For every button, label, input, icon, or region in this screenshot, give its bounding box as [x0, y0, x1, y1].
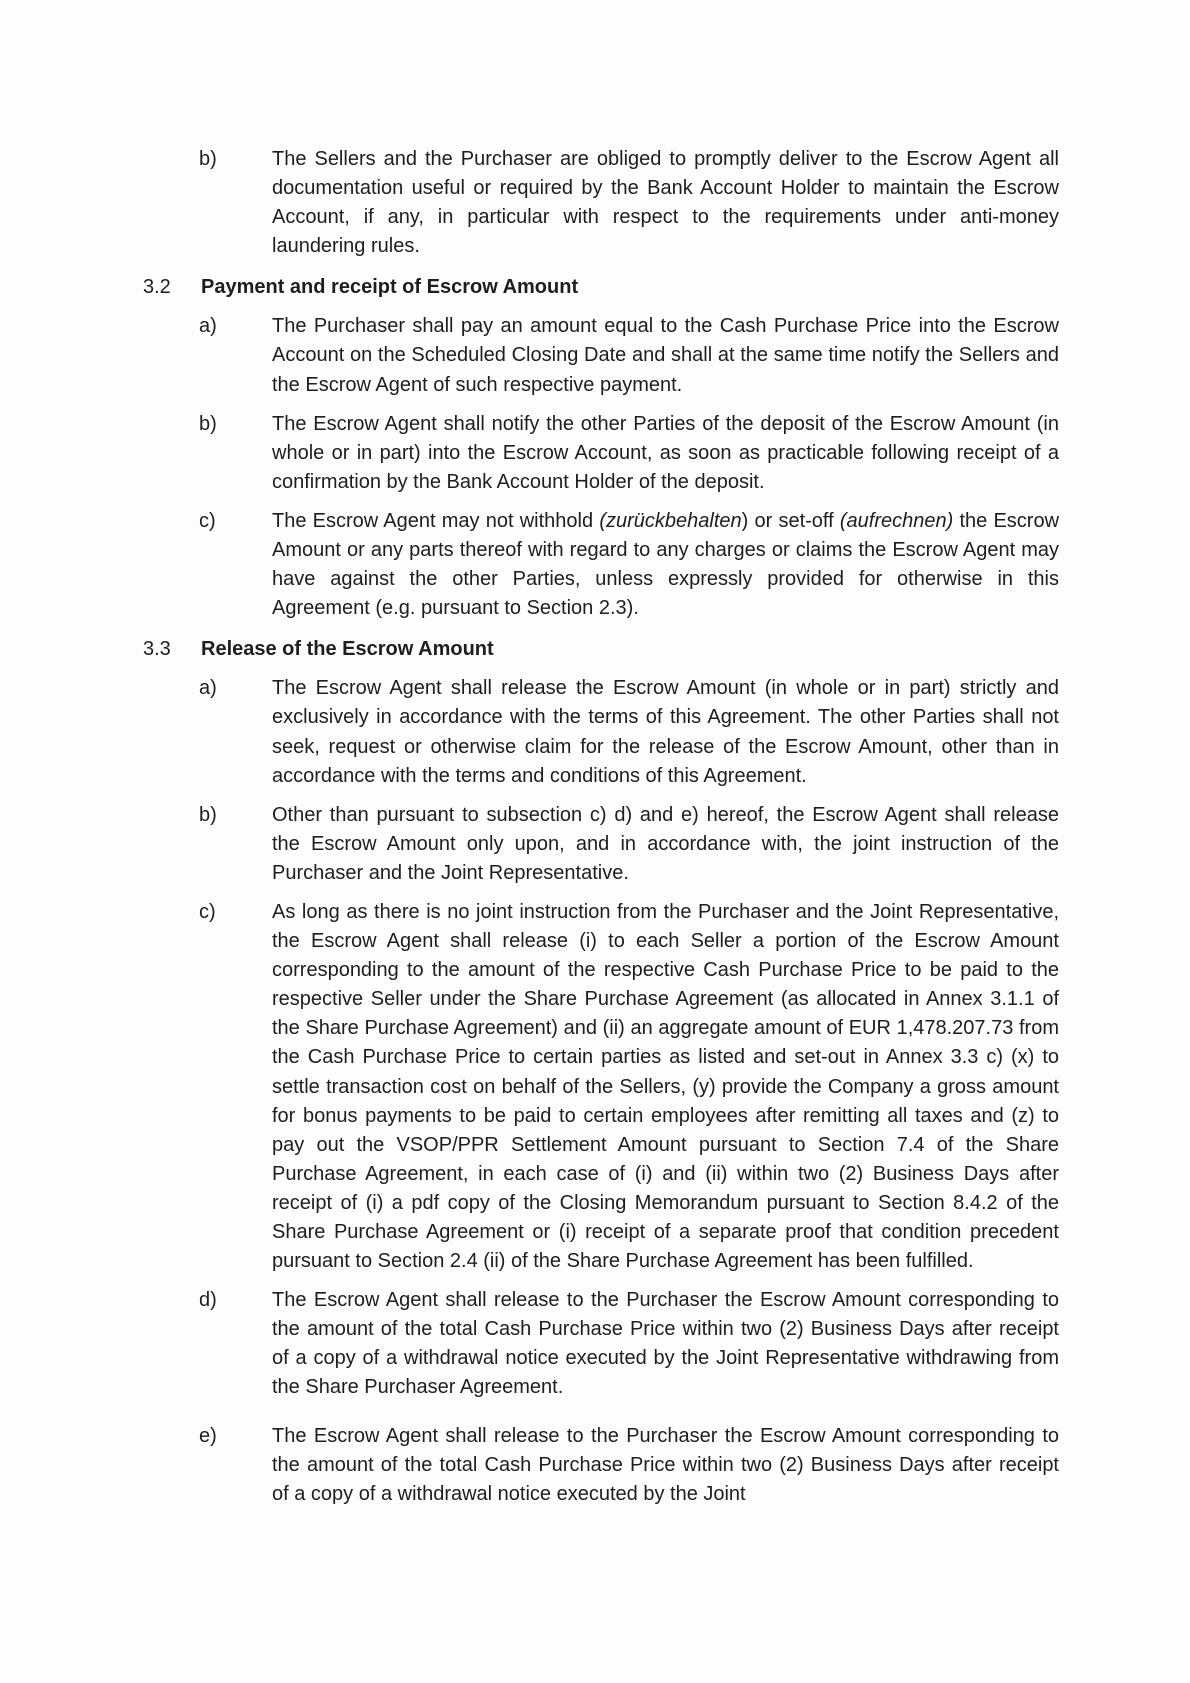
clause-marker: e)	[199, 1424, 217, 1447]
clause-marker: b)	[199, 148, 217, 170]
clause-3-3-d	[0, 1286, 1059, 1402]
clause-3-2-a	[0, 312, 1059, 399]
section-title: Payment and receipt of Escrow Amount	[201, 276, 579, 299]
clause-text: The Escrow Agent shall release the Escrow Amount (in whole or in part) strictly and exclusively in accordance with the terms of this Agreement. The other Parties shall not seek, request or otherwise claim for the release of the Escrow Amount, other than in accordance with the terms and conditions of this Agreement.	[272, 677, 1059, 787]
clause-marker: b)	[199, 803, 217, 826]
clause-text-part: ) or set-off	[741, 509, 840, 532]
section-number: 3.3	[143, 638, 171, 661]
clause-3-3-e	[0, 1422, 1059, 1509]
clause-marker: a)	[199, 315, 217, 338]
german-term-setoff: (aufrechnen)	[839, 509, 954, 532]
clause-3-3-c	[0, 898, 1059, 1276]
clause-marker: b)	[199, 412, 217, 435]
section-3-3-heading	[0, 635, 1190, 664]
section-3-2-heading	[0, 273, 1190, 302]
clause-text: The Escrow Agent shall release to the Purchaser the Escrow Amount corresponding to the amount of the total Cash Purchase Price within two (2) Business Days after receipt of a copy of a withdrawal notice executed by the Joint	[272, 1424, 1059, 1505]
document-body	[0, 145, 1190, 1509]
clause-3-3-b	[0, 801, 1059, 888]
clause-marker: d)	[199, 1289, 217, 1312]
clause-marker: a)	[199, 677, 217, 700]
clause-3-2-c	[0, 507, 1059, 623]
section-number: 3.2	[143, 276, 171, 299]
clause-text: As long as there is no joint instruction from the Purchaser and the Joint Representative, the Escrow Agent shall release (i) to each Seller a portion of the Escrow Amount corresponding to the amount of the respective Cash Purchase Price to be paid to the respective Seller under the Share Purchase Agreement (as allocated in Annex 3.1.1 of the Share Purchase Agreement) and (ii) an aggregate amount of EUR 1,478.207.73 from the Cash Purchase Price to certain parties as listed and set-out in Annex 3.3 c) (x) to settle transaction cost on behalf of the Sellers, (y) provide the Company a gross amount for bonus payments to be paid to certain employees after remitting all taxes and (z) to pay out the VSOP/PPR Settlement Amount pursuant to Section 7.4 of the Share Purchase Agreement, in each case of (i) and (ii) within two (2) Business Days after receipt of (i) a pdf copy of the Closing Memorandum pursuant to Section 8.4.2 of the Share Purchase Agreement or (i) receipt of a separate proof that condition precedent pursuant to Section 2.4 (ii) of the Share Purchase Agreement has been fulfilled.	[272, 900, 1059, 1273]
clause-3-1-b	[0, 145, 1059, 261]
clause-3-3-a	[0, 674, 1059, 790]
german-term-withhold: (zurückbehalten	[599, 509, 742, 532]
clause-text-part: The Escrow Agent may not withhold	[272, 509, 600, 532]
clause-marker: c)	[199, 900, 216, 923]
clause-text-part: the Escrow Amount or any parts thereof with regard to any charges or claims the Escrow Agent may have against the other Parties, unless expressly provided for otherwise in this Agreement (e.g. pursuant to Section 2.3).	[272, 509, 1060, 620]
clause-marker: c)	[199, 509, 216, 532]
clause-3-2-b	[0, 410, 1059, 497]
clause-text: The Escrow Agent shall release to the Purchaser the Escrow Amount corresponding to the amount of the total Cash Purchase Price within two (2) Business Days after receipt of a copy of a withdrawal notice executed by the Joint Representative withdrawing from the Share Purchaser Agreement.	[272, 1289, 1059, 1399]
clause-text: Other than pursuant to subsection c) d) and e) hereof, the Escrow Agent shall release the Escrow Amount only upon, and in accordance with, the joint instruction of the Purchaser and the Joint Representative.	[272, 803, 1059, 884]
section-title: Release of the Escrow Amount	[201, 638, 494, 661]
clause-text: The Escrow Agent shall notify the other Parties of the deposit of the Escrow Amount (in whole or in part) into the Escrow Account, as soon as practicable following receipt of a confirmation by the Bank Account Holder of the deposit.	[272, 412, 1059, 493]
clause-text: The Purchaser shall pay an amount equal to the Cash Purchase Price into the Escrow Account on the Scheduled Closing Date and shall at the same time notify the Sellers and the Escrow Agent of such respective payment.	[272, 315, 1059, 396]
clause-text: The Sellers and the Purchaser are obliged to promptly deliver to the Escrow Agent all documentation useful or required by the Bank Account Holder to maintain the Escrow Account, if any, in particular with respect to the requirements under anti-money laundering rules.	[272, 148, 1059, 258]
